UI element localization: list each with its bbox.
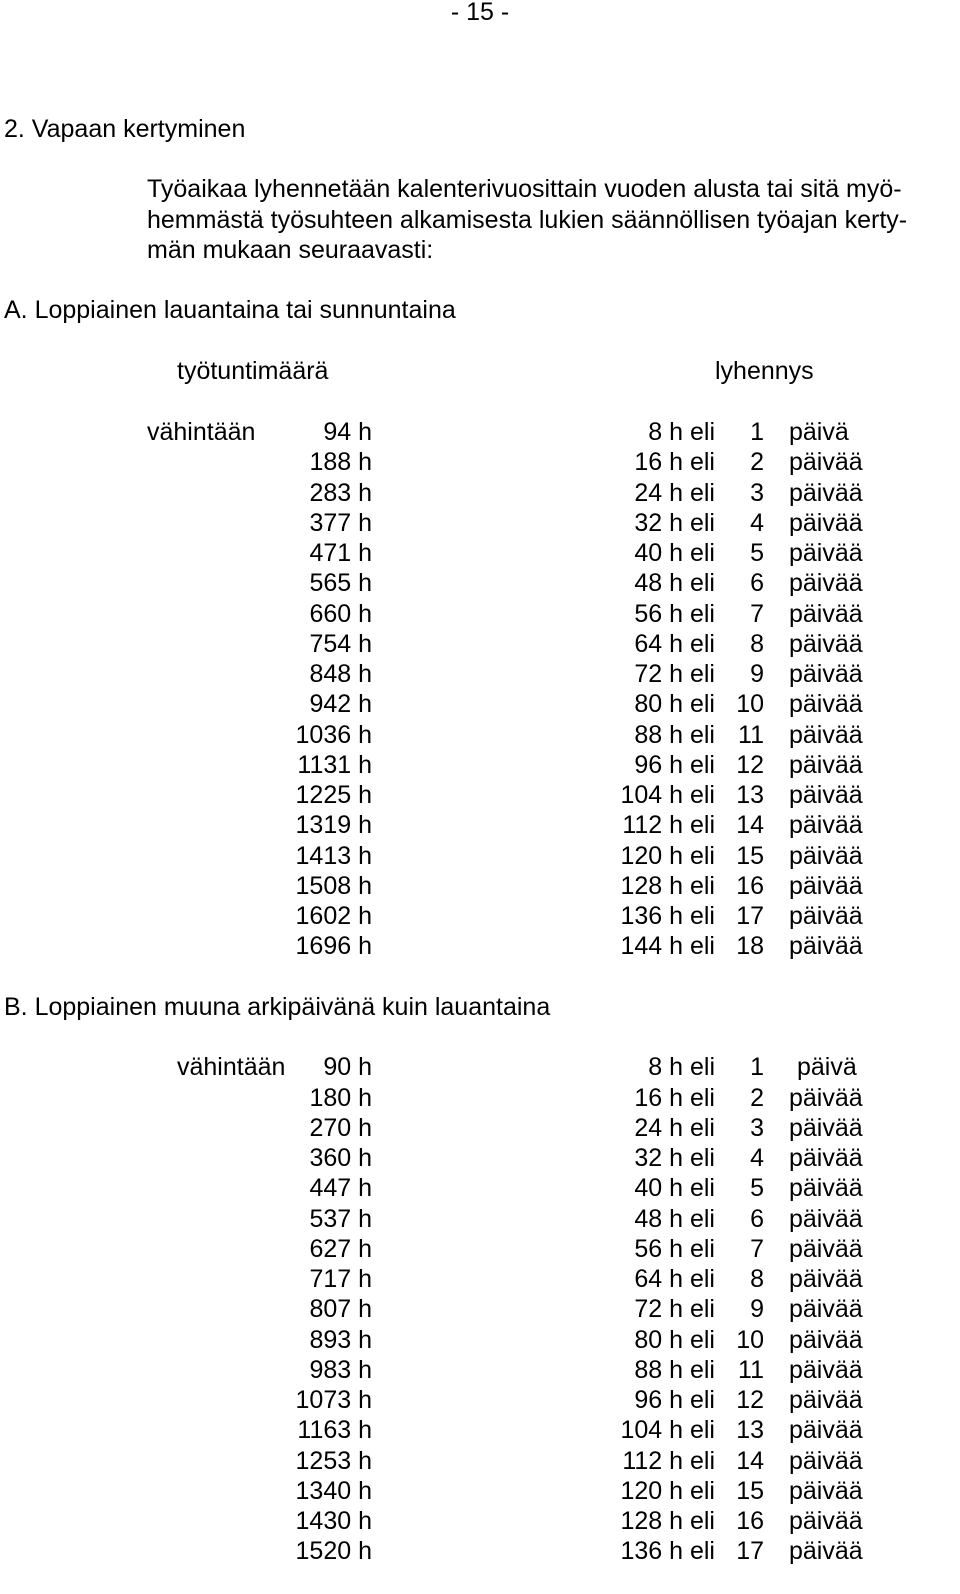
days-cell: 14 [736, 1446, 764, 1475]
unit-cell: päivää [789, 871, 863, 900]
hours-cell: 1163 h [297, 1416, 372, 1445]
table-row [0, 720, 960, 750]
unit-cell: päivää [789, 508, 863, 537]
unit-cell: päivää [789, 811, 863, 840]
table-row [0, 1264, 960, 1294]
days-cell: 11 [738, 720, 764, 749]
days-cell: 1 [750, 418, 764, 446]
reduction-cell: 24 h eli [634, 1113, 715, 1142]
hours-cell: 983 h [309, 1355, 372, 1384]
reduction-cell: 56 h eli [634, 599, 715, 628]
days-cell: 8 [750, 1265, 764, 1293]
days-cell: 7 [750, 1234, 764, 1263]
reduction-cell: 64 h eli [634, 629, 715, 658]
hours-cell: 660 h [309, 599, 372, 628]
reduction-cell: 96 h eli [634, 1386, 715, 1414]
days-cell: 6 [750, 1204, 764, 1233]
table-row [0, 750, 960, 780]
days-cell: 8 [750, 629, 764, 658]
days-cell: 14 [736, 811, 764, 840]
days-cell: 15 [736, 1476, 764, 1505]
hours-cell: 471 h [309, 539, 372, 567]
unit-cell: päivää [789, 1386, 863, 1414]
unit-cell: päivää [789, 841, 863, 870]
days-cell: 2 [750, 1083, 764, 1112]
hours-cell: 1430 h [295, 1507, 372, 1535]
table-row [0, 568, 960, 598]
days-cell: 3 [750, 1113, 764, 1142]
unit-cell: päivää [789, 1416, 863, 1445]
table-row [0, 1355, 960, 1385]
unit-cell: päivää [789, 660, 863, 688]
hours-cell: 717 h [309, 1265, 372, 1293]
days-cell: 17 [736, 902, 764, 930]
hours-cell: 1520 h [295, 1537, 372, 1566]
days-cell: 18 [736, 932, 764, 961]
unit-cell: päivää [789, 1204, 863, 1233]
reduction-cell: 136 h eli [620, 902, 715, 930]
page-number: - 15 - [450, 0, 510, 26]
table-row [0, 1173, 960, 1203]
days-cell: 10 [736, 690, 764, 719]
days-cell: 11 [738, 1355, 764, 1384]
hours-cell: 942 h [309, 690, 372, 719]
table-row [0, 1446, 960, 1476]
table-row [0, 538, 960, 568]
unit-cell: päivää [789, 569, 863, 598]
unit-cell: päivää [789, 1295, 863, 1324]
hours-cell: 447 h [309, 1174, 372, 1203]
days-cell: 13 [736, 781, 764, 809]
days-cell: 15 [736, 841, 764, 870]
unit-cell: päivää [789, 448, 863, 477]
reduction-cell: 64 h eli [634, 1265, 715, 1293]
reduction-cell: 128 h eli [620, 1507, 715, 1535]
table-row [0, 478, 960, 508]
days-cell: 12 [736, 750, 764, 779]
unit-cell: päivää [789, 1476, 863, 1505]
table-row [0, 1294, 960, 1324]
table-row [0, 508, 960, 538]
days-cell: 5 [750, 1174, 764, 1203]
days-cell: 5 [750, 539, 764, 567]
reduction-cell: 112 h eli [622, 1446, 715, 1475]
reduction-cell: 16 h eli [634, 448, 715, 477]
hours-cell: 180 h [309, 1083, 372, 1112]
intro-line: Työaikaa lyhennetään kalenterivuosittain vuoden alusta tai sitä myö- [147, 175, 902, 203]
days-cell: 10 [736, 1325, 764, 1354]
reduction-cell: 128 h eli [620, 871, 715, 900]
hours-cell: 627 h [309, 1234, 372, 1263]
section-a-title: A. Loppiainen lauantaina tai sunnuntaina [4, 296, 456, 324]
reduction-cell: 112 h eli [622, 811, 715, 840]
table-row [0, 1052, 960, 1082]
reduction-cell: 144 h eli [620, 932, 715, 961]
hours-cell: 1073 h [295, 1386, 372, 1414]
hours-cell: 537 h [309, 1204, 372, 1233]
unit-cell: päivää [789, 599, 863, 628]
hours-cell: 283 h [309, 478, 372, 507]
intro-line: män mukaan seuraavasti: [147, 236, 434, 264]
table-row [0, 1476, 960, 1506]
hours-cell: 565 h [309, 569, 372, 598]
hours-cell: 807 h [309, 1295, 372, 1324]
days-cell: 9 [750, 660, 764, 688]
section-b-title: B. Loppiainen muuna arkipäivänä kuin lauantaina [4, 993, 551, 1022]
table-row [0, 1385, 960, 1415]
reduction-cell: 120 h eli [620, 841, 715, 870]
reduction-cell: 40 h eli [634, 1174, 715, 1203]
table-row [0, 1083, 960, 1113]
reduction-cell: 72 h eli [634, 660, 715, 688]
days-cell: 9 [750, 1295, 764, 1324]
unit-cell: päivää [789, 690, 863, 719]
unit-cell: päivää [789, 720, 863, 749]
reduction-cell: 24 h eli [634, 478, 715, 507]
days-cell: 7 [750, 599, 764, 628]
days-cell: 13 [736, 1416, 764, 1445]
reduction-cell: 120 h eli [620, 1476, 715, 1505]
table-row [0, 810, 960, 840]
days-cell: 3 [750, 478, 764, 507]
unit-cell: päivää [789, 1446, 863, 1475]
unit-cell: päivää [789, 1113, 863, 1142]
minimum-prefix: vähintään [147, 418, 256, 446]
reduction-cell: 48 h eli [634, 1204, 715, 1233]
table-row [0, 659, 960, 689]
hours-cell: 270 h [309, 1113, 372, 1142]
unit-cell: päivää [789, 629, 863, 658]
table-row [0, 1143, 960, 1173]
unit-cell: päivä [797, 1053, 857, 1082]
reduction-cell: 72 h eli [634, 1295, 715, 1324]
unit-cell: päivä [789, 418, 849, 446]
table-row [0, 1325, 960, 1355]
table-row [0, 901, 960, 931]
unit-cell: päivää [789, 1174, 863, 1203]
unit-cell: päivää [789, 1234, 863, 1263]
unit-cell: päivää [789, 1325, 863, 1354]
unit-cell: päivää [789, 902, 863, 930]
unit-cell: päivää [789, 539, 863, 567]
hours-cell: 848 h [309, 660, 372, 688]
days-cell: 17 [736, 1537, 764, 1566]
reduction-cell: 32 h eli [634, 508, 715, 537]
days-cell: 1 [750, 1053, 764, 1082]
hours-cell: 754 h [309, 629, 372, 658]
table-row [0, 689, 960, 719]
intro-paragraph [147, 174, 907, 266]
hours-cell: 90 h [323, 1053, 372, 1082]
reduction-cell: 8 h eli [648, 1053, 715, 1082]
minimum-prefix: vähintään [177, 1053, 286, 1082]
reduction-cell: 88 h eli [634, 720, 715, 749]
days-cell: 4 [750, 508, 764, 537]
reduction-cell: 48 h eli [634, 569, 715, 598]
table-row [0, 1506, 960, 1536]
intro-line: hemmästä työsuhteen alkamisesta lukien säännöllisen työajan kerty- [147, 205, 908, 234]
table-row [0, 1204, 960, 1234]
days-cell: 12 [736, 1386, 764, 1414]
hours-cell: 1253 h [295, 1446, 372, 1475]
column-header-reduction: lyhennys [715, 357, 814, 385]
hours-cell: 1131 h [297, 750, 372, 779]
reduction-cell: 40 h eli [634, 539, 715, 567]
table-row [0, 841, 960, 871]
table-row [0, 871, 960, 901]
table-row [0, 447, 960, 477]
column-header-hours: työtuntimäärä [177, 357, 329, 385]
unit-cell: päivää [789, 750, 863, 779]
unit-cell: päivää [789, 1537, 863, 1566]
hours-cell: 1340 h [295, 1476, 372, 1505]
days-cell: 2 [750, 448, 764, 477]
table-row [0, 1113, 960, 1143]
reduction-cell: 16 h eli [634, 1083, 715, 1112]
hours-cell: 1319 h [295, 811, 372, 840]
unit-cell: päivää [789, 781, 863, 809]
hours-cell: 1413 h [295, 841, 372, 870]
reduction-cell: 96 h eli [634, 750, 715, 779]
unit-cell: päivää [789, 478, 863, 507]
reduction-cell: 136 h eli [620, 1537, 715, 1566]
hours-cell: 94 h [323, 418, 372, 446]
hours-cell: 1508 h [295, 871, 372, 900]
reduction-cell: 80 h eli [634, 690, 715, 719]
table-row [0, 1415, 960, 1445]
reduction-cell: 88 h eli [634, 1355, 715, 1384]
reduction-cell: 8 h eli [648, 418, 715, 446]
reduction-cell: 56 h eli [634, 1234, 715, 1263]
hours-cell: 1036 h [295, 720, 372, 749]
table-row [0, 780, 960, 810]
days-cell: 16 [736, 871, 764, 900]
reduction-cell: 80 h eli [634, 1325, 715, 1354]
days-cell: 6 [750, 569, 764, 598]
days-cell: 4 [750, 1144, 764, 1172]
section-heading: 2. Vapaan kertyminen [4, 115, 246, 143]
unit-cell: päivää [789, 1507, 863, 1535]
unit-cell: päivää [789, 1083, 863, 1112]
hours-cell: 1696 h [295, 932, 372, 961]
unit-cell: päivää [789, 1144, 863, 1172]
hours-cell: 377 h [309, 508, 372, 537]
reduction-cell: 32 h eli [634, 1144, 715, 1172]
hours-cell: 360 h [309, 1144, 372, 1172]
table-row [0, 629, 960, 659]
days-cell: 16 [736, 1507, 764, 1535]
hours-cell: 1602 h [295, 902, 372, 930]
table-row [0, 1536, 960, 1566]
hours-cell: 1225 h [295, 781, 372, 809]
hours-cell: 188 h [309, 448, 372, 477]
unit-cell: päivää [789, 932, 863, 961]
table-row [0, 931, 960, 961]
reduction-cell: 104 h eli [620, 1416, 715, 1445]
hours-cell: 893 h [309, 1325, 372, 1354]
table-row [0, 417, 960, 447]
reduction-cell: 104 h eli [620, 781, 715, 809]
unit-cell: päivää [789, 1355, 863, 1384]
unit-cell: päivää [789, 1265, 863, 1293]
table-row [0, 1234, 960, 1264]
table-row [0, 599, 960, 629]
